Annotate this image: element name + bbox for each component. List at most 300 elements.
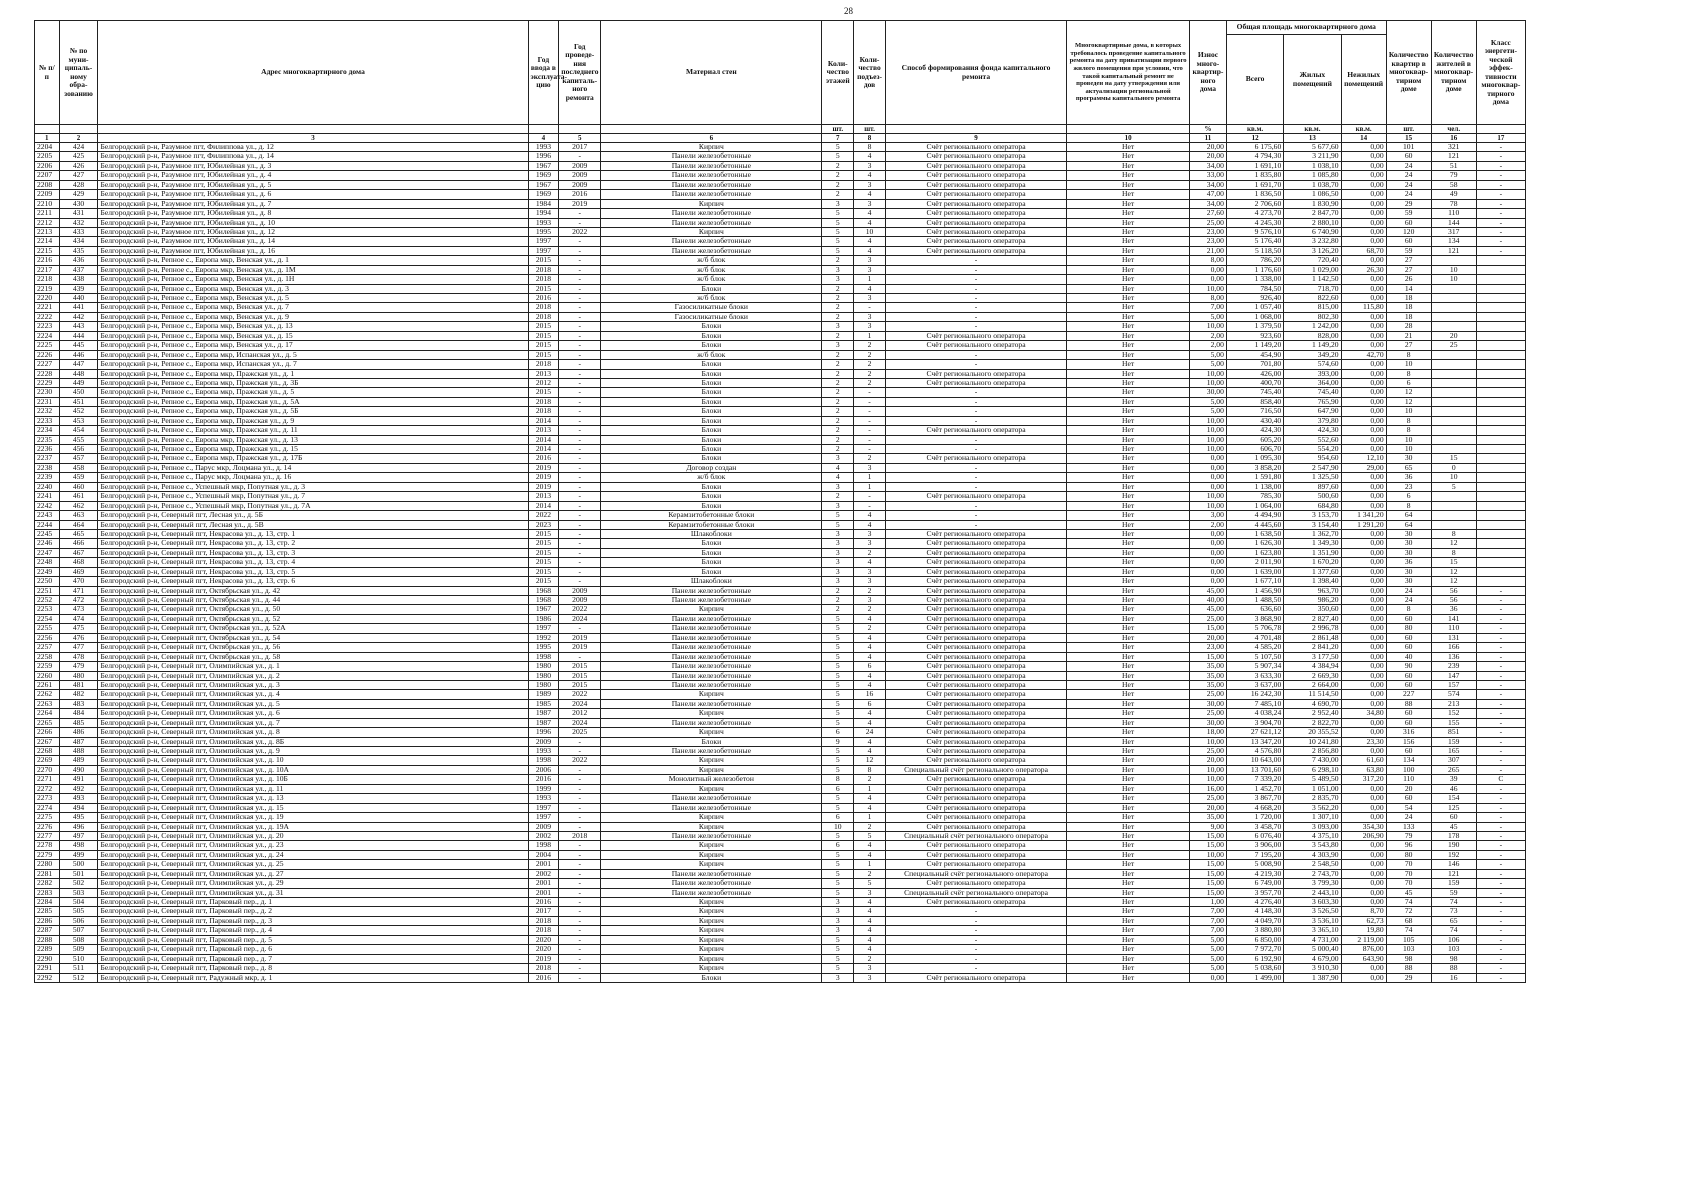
cell-energy-class [1476,577,1525,586]
table-row [35,454,1526,463]
cell-residents: 79 [1431,171,1476,180]
cell-flats: 60 [1386,614,1431,623]
cell-repair-required: Нет [1067,492,1190,501]
cell-address: Белгородский р-н, Северный пгт, Олимпийская ул., д. 31 [98,888,528,897]
cell-area-nonliving: 8,70 [1341,907,1386,916]
cell-year-built: 2009 [528,822,559,831]
cell-repair-required: Нет [1067,501,1190,510]
cell-year-built: 2004 [528,850,559,859]
cell-entrances: 4 [854,709,886,718]
cell-flats: 8 [1386,416,1431,425]
cell-year-built: 2014 [528,416,559,425]
cell-entrances: 2 [854,605,886,614]
cell-flats: 21 [1386,331,1431,340]
cell-flats: 88 [1386,964,1431,973]
cell-energy-class [1476,435,1525,444]
cell-residents: 134 [1431,237,1476,246]
cell-mun-number: 500 [59,860,98,869]
cell-energy-class [1476,529,1525,538]
cell-wear: 2,00 [1190,520,1227,529]
cell-flats: 20 [1386,784,1431,793]
cell-address: Белгородский р-н, Северный пгт, Октябрьская ул., д. 50 [98,605,528,614]
cell-area-total: 6 850,00 [1226,935,1283,944]
cell-residents [1431,435,1476,444]
cell-address: Белгородский р-н, Репное с., Европа мкр, Пражская ул., д. 1 [98,369,528,378]
cell-entrances: 2 [854,360,886,369]
cell-flats: 24 [1386,171,1431,180]
cell-year-built: 1993 [528,143,559,152]
cell-repair-required: Нет [1067,973,1190,982]
cell-year-repair: - [559,765,601,774]
cell-floors: 5 [822,246,854,255]
cell-energy-class: - [1476,671,1525,680]
cell-wall-material: Панели железобетонные [601,596,822,605]
cell-year-built: 2014 [528,445,559,454]
cell-energy-class: - [1476,850,1525,859]
unit-cell-2 [59,125,98,134]
cell-year-repair: - [559,284,601,293]
cell-address: Белгородский р-н, Северный пгт, Олимпийская ул., д. 19А [98,822,528,831]
cell-year-repair: - [559,350,601,359]
cell-year-built: 1967 [528,605,559,614]
cell-flats: 24 [1386,586,1431,595]
cell-area-nonliving: 19,80 [1341,926,1386,935]
cell-address: Белгородский р-н, Репное с., Европа мкр, Пражская ул., д. 5Б [98,407,528,416]
cell-entrances: 1 [854,482,886,491]
cell-area-total: 605,20 [1226,435,1283,444]
cell-address: Белгородский р-н, Репное с., Европа мкр, Венская ул., д. 7 [98,303,528,312]
cell-wear: 30,00 [1190,718,1227,727]
cell-floors: 2 [822,190,854,199]
cell-area-total: 27 621,12 [1226,728,1283,737]
cell-mun-number: 485 [59,718,98,727]
cell-repair-required: Нет [1067,275,1190,284]
unit-cell-17 [1476,125,1525,134]
cell-entrances: 12 [854,756,886,765]
cell-year-repair: 2019 [559,643,601,652]
cell-area-living: 1 085,80 [1284,171,1341,180]
cell-entrances: 4 [854,218,886,227]
cell-entrances: 4 [854,898,886,907]
cell-year-built: 2013 [528,369,559,378]
cell-floors: 2 [822,369,854,378]
cell-area-nonliving: 0,00 [1341,888,1386,897]
cell-energy-class: - [1476,898,1525,907]
cell-wall-material: Кирпич [601,898,822,907]
cell-area-nonliving: 0,00 [1341,614,1386,623]
cell-area-total: 5 008,90 [1226,860,1283,869]
cell-address: Белгородский р-н, Северный пгт, Олимпийская ул., д. 5 [98,699,528,708]
cell-flats: 103 [1386,945,1431,954]
cell-year-built: 2018 [528,360,559,369]
cell-energy-class [1476,416,1525,425]
cell-fund-method: Счёт регионального оператора [885,577,1066,586]
column-number-15: 15 [1386,134,1431,143]
cell-fund-method: - [885,312,1066,321]
table-row [35,709,1526,718]
cell-fund-method: - [885,445,1066,454]
cell-repair-required: Нет [1067,586,1190,595]
cell-area-nonliving: 0,00 [1341,680,1386,689]
table-row [35,643,1526,652]
cell-flats: 18 [1386,294,1431,303]
cell-area-total: 4 794,30 [1226,152,1283,161]
cell-year-built: 2018 [528,916,559,925]
cell-wear: 0,00 [1190,558,1227,567]
cell-area-total: 4 585,20 [1226,643,1283,652]
cell-entrances: 1 [854,784,886,793]
cell-residents [1431,312,1476,321]
cell-flats: 8 [1386,501,1431,510]
cell-residents: 178 [1431,831,1476,840]
cell-area-total: 4 273,70 [1226,209,1283,218]
cell-entrances: 4 [854,643,886,652]
column-number-13: 13 [1284,134,1341,143]
cell-year-built: 2001 [528,860,559,869]
cell-area-nonliving: 0,00 [1341,275,1386,284]
cell-year-built: 2019 [528,463,559,472]
cell-area-nonliving: 0,00 [1341,180,1386,189]
unit-cell-14: кв.м. [1341,125,1386,134]
cell-wall-material: Панели железобетонные [601,869,822,878]
cell-mun-number: 487 [59,737,98,746]
cell-area-total: 1 836,50 [1226,190,1283,199]
cell-energy-class: - [1476,171,1525,180]
cell-n: 2264 [35,709,60,718]
cell-fund-method: - [885,954,1066,963]
cell-energy-class: - [1476,964,1525,973]
cell-floors: 2 [822,426,854,435]
cell-fund-method: Счёт регионального оператора [885,596,1066,605]
cell-year-repair: - [559,397,601,406]
cell-residents: 74 [1431,898,1476,907]
cell-n: 2268 [35,747,60,756]
cell-area-nonliving: 0,00 [1341,813,1386,822]
cell-flats: 60 [1386,794,1431,803]
cell-fund-method: Счёт регионального оператора [885,369,1066,378]
cell-floors: 9 [822,737,854,746]
cell-repair-required: Нет [1067,548,1190,557]
cell-n: 2240 [35,482,60,491]
cell-mun-number: 498 [59,841,98,850]
cell-year-built: 1968 [528,596,559,605]
cell-entrances: 5 [854,831,886,840]
cell-area-total: 1 338,00 [1226,275,1283,284]
cell-fund-method: Счёт регионального оператора [885,822,1066,831]
cell-entrances: 3 [854,577,886,586]
cell-year-built: 2023 [528,520,559,529]
cell-n: 2248 [35,558,60,567]
header-mun-number: № по муни- ципаль- ному обра- зованию [59,21,98,125]
cell-year-built: 1968 [528,586,559,595]
cell-mun-number: 467 [59,548,98,557]
cell-energy-class: - [1476,152,1525,161]
cell-year-built: 1969 [528,171,559,180]
cell-wear: 23,00 [1190,643,1227,652]
cell-area-total: 6 076,40 [1226,831,1283,840]
cell-area-nonliving: 0,00 [1341,662,1386,671]
cell-wear: 25,00 [1190,709,1227,718]
cell-area-living: 2 861,48 [1284,633,1341,642]
cell-floors: 3 [822,548,854,557]
cell-residents: 141 [1431,614,1476,623]
cell-energy-class [1476,378,1525,387]
cell-residents [1431,284,1476,293]
cell-mun-number: 470 [59,577,98,586]
cell-n: 2229 [35,378,60,387]
cell-wear: 7,00 [1190,907,1227,916]
cell-year-built: 2018 [528,964,559,973]
cell-mun-number: 425 [59,152,98,161]
cell-repair-required: Нет [1067,227,1190,236]
cell-wall-material: Панели железобетонные [601,624,822,633]
cell-area-living: 765,90 [1284,397,1341,406]
cell-address: Белгородский р-н, Северный пгт, Олимпийская ул., д. 23 [98,841,528,850]
cell-floors: 5 [822,699,854,708]
cell-area-total: 4 219,30 [1226,869,1283,878]
cell-wall-material: Блоки [601,558,822,567]
cell-wall-material: Панели железобетонные [601,190,822,199]
cell-year-repair: - [559,794,601,803]
cell-mun-number: 440 [59,294,98,303]
cell-year-built: 2015 [528,322,559,331]
cell-n: 2280 [35,860,60,869]
cell-floors: 10 [822,822,854,831]
header-residents: Количество жителей в многоквар- тирном доме [1431,21,1476,125]
cell-area-nonliving: 0,00 [1341,312,1386,321]
cell-mun-number: 497 [59,831,98,840]
header-area-living: Жилых помещений [1284,35,1341,125]
cell-flats: 64 [1386,520,1431,529]
cell-area-living: 4 690,70 [1284,699,1341,708]
cell-wall-material: Блоки [601,407,822,416]
unit-cell-10 [1067,125,1190,134]
cell-wall-material: Кирпич [601,690,822,699]
cell-area-total: 3 633,30 [1226,671,1283,680]
cell-wall-material: Газосиликатные блоки [601,312,822,321]
cell-mun-number: 472 [59,596,98,605]
cell-n: 2288 [35,935,60,944]
cell-address: Белгородский р-н, Северный пгт, Октябрьская ул., д. 42 [98,586,528,595]
cell-year-built: 2016 [528,294,559,303]
cell-area-nonliving: 354,30 [1341,822,1386,831]
cell-entrances: 4 [854,633,886,642]
cell-area-nonliving: 0,00 [1341,567,1386,576]
cell-area-nonliving: 0,00 [1341,237,1386,246]
cell-fund-method: - [885,303,1066,312]
cell-area-living: 1 325,50 [1284,473,1341,482]
cell-mun-number: 451 [59,397,98,406]
cell-area-nonliving: 2 119,00 [1341,935,1386,944]
table-header [35,21,1526,143]
cell-energy-class: - [1476,935,1525,944]
cell-mun-number: 491 [59,775,98,784]
cell-wear: 35,00 [1190,662,1227,671]
cell-n: 2257 [35,643,60,652]
cell-area-total: 2 011,90 [1226,558,1283,567]
cell-area-living: 3 365,10 [1284,926,1341,935]
cell-wear: 16,00 [1190,784,1227,793]
cell-area-total: 3 868,90 [1226,614,1283,623]
cell-wear: 15,00 [1190,869,1227,878]
cell-repair-required: Нет [1067,596,1190,605]
cell-repair-required: Нет [1067,237,1190,246]
cell-wall-material: Панели железобетонные [601,180,822,189]
cell-wear: 5,00 [1190,312,1227,321]
cell-area-living: 1 051,00 [1284,784,1341,793]
cell-energy-class [1476,482,1525,491]
cell-year-built: 1998 [528,652,559,661]
cell-mun-number: 439 [59,284,98,293]
cell-mun-number: 454 [59,426,98,435]
cell-wall-material: Кирпич [601,945,822,954]
cell-wear: 5,00 [1190,954,1227,963]
cell-mun-number: 426 [59,161,98,170]
cell-address: Белгородский р-н, Репное с., Европа мкр, Испанская ул., д. 7 [98,360,528,369]
cell-area-total: 3 906,00 [1226,841,1283,850]
cell-area-living: 6 298,10 [1284,765,1341,774]
cell-wall-material: Блоки [601,284,822,293]
cell-address: Белгородский р-н, Северный пгт, Парковый пер., д. 1 [98,898,528,907]
cell-fund-method: Счёт регионального оператора [885,378,1066,387]
cell-wear: 20,00 [1190,633,1227,642]
cell-entrances: 4 [854,671,886,680]
cell-n: 2255 [35,624,60,633]
cell-energy-class: - [1476,190,1525,199]
cell-year-built: 1996 [528,152,559,161]
cell-wear: 10,00 [1190,501,1227,510]
cell-area-nonliving: 0,00 [1341,492,1386,501]
cell-wall-material: Кирпич [601,935,822,944]
cell-fund-method: Счёт регионального оператора [885,671,1066,680]
cell-wall-material: Кирпич [601,926,822,935]
cell-fund-method: - [885,275,1066,284]
cell-energy-class: - [1476,737,1525,746]
cell-year-built: 1986 [528,614,559,623]
cell-area-total: 4 245,30 [1226,218,1283,227]
cell-repair-required: Нет [1067,935,1190,944]
cell-year-repair: - [559,935,601,944]
header-year-repair: Год проведе- ния последнего капиталь- ного ремонта [559,21,601,125]
cell-area-living: 954,60 [1284,454,1341,463]
cell-area-total: 606,70 [1226,445,1283,454]
cell-year-built: 1987 [528,709,559,718]
cell-year-repair: - [559,445,601,454]
cell-repair-required: Нет [1067,152,1190,161]
cell-floors: 3 [822,558,854,567]
cell-energy-class: - [1476,926,1525,935]
cell-mun-number: 469 [59,567,98,576]
cell-address: Белгородский р-н, Разумное пгт, Юбилейная ул., д. 6 [98,190,528,199]
cell-wear: 25,00 [1190,218,1227,227]
cell-area-total: 3 458,70 [1226,822,1283,831]
cell-area-total: 716,50 [1226,407,1283,416]
cell-residents [1431,407,1476,416]
cell-n: 2254 [35,614,60,623]
cell-repair-required: Нет [1067,756,1190,765]
cell-fund-method: - [885,435,1066,444]
cell-wall-material: Кирпич [601,860,822,869]
cell-year-built: 1998 [528,841,559,850]
cell-repair-required: Нет [1067,284,1190,293]
cell-n: 2266 [35,728,60,737]
cell-mun-number: 449 [59,378,98,387]
cell-energy-class [1476,511,1525,520]
cell-address: Белгородский р-н, Северный пгт, Олимпийская ул., д. 8 [98,728,528,737]
cell-entrances: 3 [854,294,886,303]
cell-area-living: 6 740,90 [1284,227,1341,236]
cell-flats: 59 [1386,246,1431,255]
header-year-built: Год ввода в эксплуата- цию [528,21,559,125]
cell-floors: 2 [822,445,854,454]
cell-energy-class [1476,265,1525,274]
cell-repair-required: Нет [1067,143,1190,152]
cell-fund-method: - [885,520,1066,529]
cell-wall-material: Договор создан [601,463,822,472]
cell-n: 2286 [35,916,60,925]
cell-n: 2277 [35,831,60,840]
cell-fund-method: - [885,501,1066,510]
cell-area-total: 13 701,60 [1226,765,1283,774]
cell-entrances: - [854,407,886,416]
cell-energy-class [1476,350,1525,359]
cell-area-total: 5 176,40 [1226,237,1283,246]
cell-wear: 34,00 [1190,161,1227,170]
cell-entrances: 3 [854,265,886,274]
cell-wear: 20,00 [1190,803,1227,812]
cell-flats: 10 [1386,360,1431,369]
cell-repair-required: Нет [1067,813,1190,822]
cell-wear: 25,00 [1190,690,1227,699]
cell-area-living: 684,80 [1284,501,1341,510]
cell-year-built: 2001 [528,888,559,897]
cell-n: 2253 [35,605,60,614]
table-row [35,945,1526,954]
cell-wall-material: Блоки [601,737,822,746]
cell-energy-class: - [1476,709,1525,718]
cell-floors: 5 [822,633,854,642]
cell-fund-method: Счёт регионального оператора [885,605,1066,614]
cell-energy-class: - [1476,246,1525,255]
cell-residents [1431,360,1476,369]
cell-flats: 60 [1386,709,1431,718]
cell-floors: 3 [822,973,854,982]
cell-area-total: 430,40 [1226,416,1283,425]
cell-flats: 60 [1386,152,1431,161]
cell-repair-required: Нет [1067,331,1190,340]
cell-year-built: 2012 [528,378,559,387]
cell-area-living: 1 387,90 [1284,973,1341,982]
cell-flats: 14 [1386,284,1431,293]
cell-area-living: 5 677,60 [1284,143,1341,152]
header-entrances: Коли- чество подъез- дов [854,21,886,125]
cell-area-living: 2 664,00 [1284,680,1341,689]
cell-floors: 5 [822,831,854,840]
cell-wall-material: Блоки [601,378,822,387]
cell-mun-number: 436 [59,256,98,265]
cell-floors: 5 [822,680,854,689]
cell-floors: 3 [822,916,854,925]
cell-area-living: 424,30 [1284,426,1341,435]
cell-wear: 5,00 [1190,935,1227,944]
cell-year-repair: - [559,567,601,576]
cell-flats: 79 [1386,831,1431,840]
cell-year-built: 1994 [528,209,559,218]
cell-fund-method: Счёт регионального оператора [885,190,1066,199]
cell-energy-class: - [1476,596,1525,605]
cell-address: Белгородский р-н, Северный пгт, Олимпийская ул., д. 10 [98,756,528,765]
cell-residents: 121 [1431,869,1476,878]
